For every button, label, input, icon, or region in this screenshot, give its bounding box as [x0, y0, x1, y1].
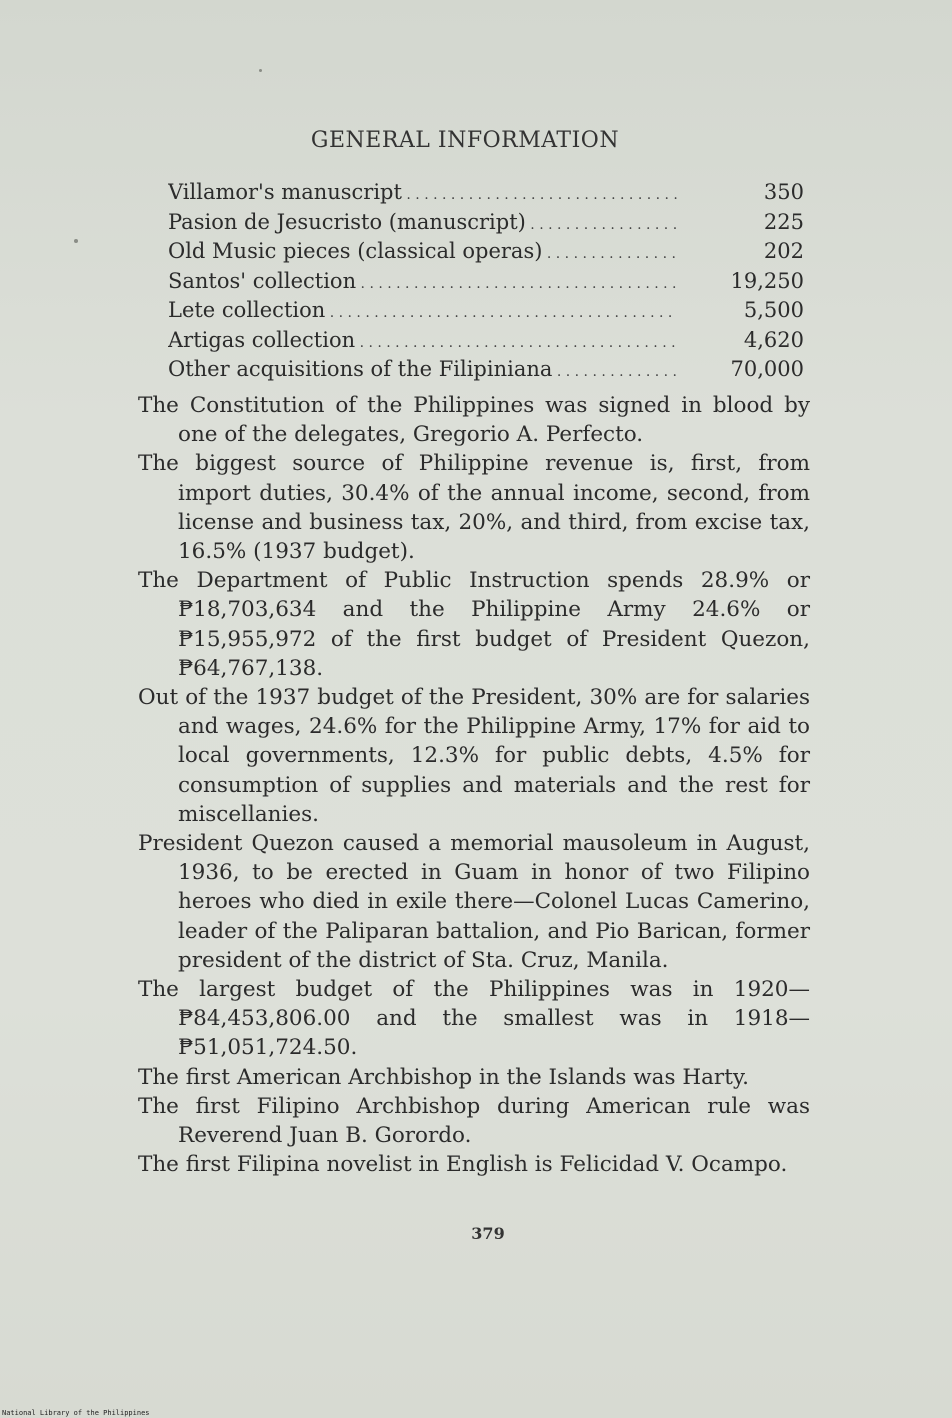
fact-paragraph: The first Filipino Archbishop during American rule was Reverend Juan B. Gorordo.	[138, 1093, 810, 1149]
collection-label: Pasion de Jesucristo (manuscript) . . .	[168, 208, 678, 241]
collection-row	[168, 326, 804, 356]
fact-paragraph: The Constitution of the Philippines was signed in blood by one of the delegates, Gregorio A. Perfecto.	[138, 393, 810, 448]
fact-paragraphs	[138, 391, 810, 1179]
page-number: 379	[471, 1224, 505, 1243]
collection-count: 350	[763, 180, 804, 204]
fact-paragraph: The biggest source of Philippine revenue is, first, from import duties, 30.4% of the annual income, second, from license and business tax, 20%, and third, from excise tax, 16.5% (1937 budget).	[138, 451, 810, 565]
collection-label: Villamor's manuscript . . .	[168, 178, 678, 211]
collection-count: 70,000	[730, 357, 804, 381]
paper-speck	[259, 69, 262, 72]
collection-row	[168, 267, 804, 297]
running-header: GENERAL INFORMATION	[310, 128, 620, 153]
collection-count: 19,250	[730, 268, 804, 293]
collection-label: Santos' collection . . .	[168, 267, 678, 300]
collection-label: Old Music pieces (classical operas) . . .	[168, 237, 678, 270]
fact-paragraph: The first Filipina novelist in English is Felicidad V. Ocampo.	[138, 1152, 788, 1178]
collection-count: 5,500	[743, 298, 804, 322]
collection-label: Other acquisitions of the Filipiniana . . .	[168, 355, 678, 388]
collection-row	[168, 208, 804, 238]
fact-paragraph: The Department of Public Instruction spends 28.9% or ₱18,703,634 and the Philippine Army 24.6% or ₱15,955,972 of the first budget of President Quezon, ₱64,767,138.	[138, 568, 810, 681]
collection-row	[168, 178, 804, 208]
collection-row	[168, 296, 804, 326]
footer-credit: National Library of the Philippines	[2, 1409, 150, 1417]
collection-label: Artigas collection . . .	[168, 326, 678, 359]
collection-count: 225	[763, 209, 804, 234]
collection-count: 202	[763, 239, 804, 263]
fact-paragraph: The largest budget of the Philippines was in 1920—₱84,453,806.00 and the smallest was in 1918—₱51,051,724.50.	[138, 977, 810, 1061]
collection-row	[168, 355, 804, 385]
collection-count: 4,620	[743, 327, 804, 352]
fact-paragraph: The first American Archbishop in the Islands was Harty.	[138, 1064, 749, 1090]
collection-row	[168, 237, 804, 267]
fact-paragraph: Out of the 1937 budget of the President, 30% are for salaries and wages, 24.6% for the Philippine Army, 17% for aid to local governments, 12.3% for public debts, 4.5% for consumption of supplies and materials and the rest for miscellanies.	[138, 685, 810, 827]
collections-list	[168, 178, 804, 385]
paper-speck	[74, 239, 78, 243]
collection-label: Lete collection . . .	[168, 296, 678, 329]
fact-paragraph: President Quezon caused a memorial mausoleum in August, 1936, to be erected in Guam in honor of two Filipino heroes who died in exile there—Colonel Lucas Camerino, leader of the Paliparan battalion, and Pio Barican, former president of the district of Sta. Cruz, Manila.	[138, 831, 810, 973]
